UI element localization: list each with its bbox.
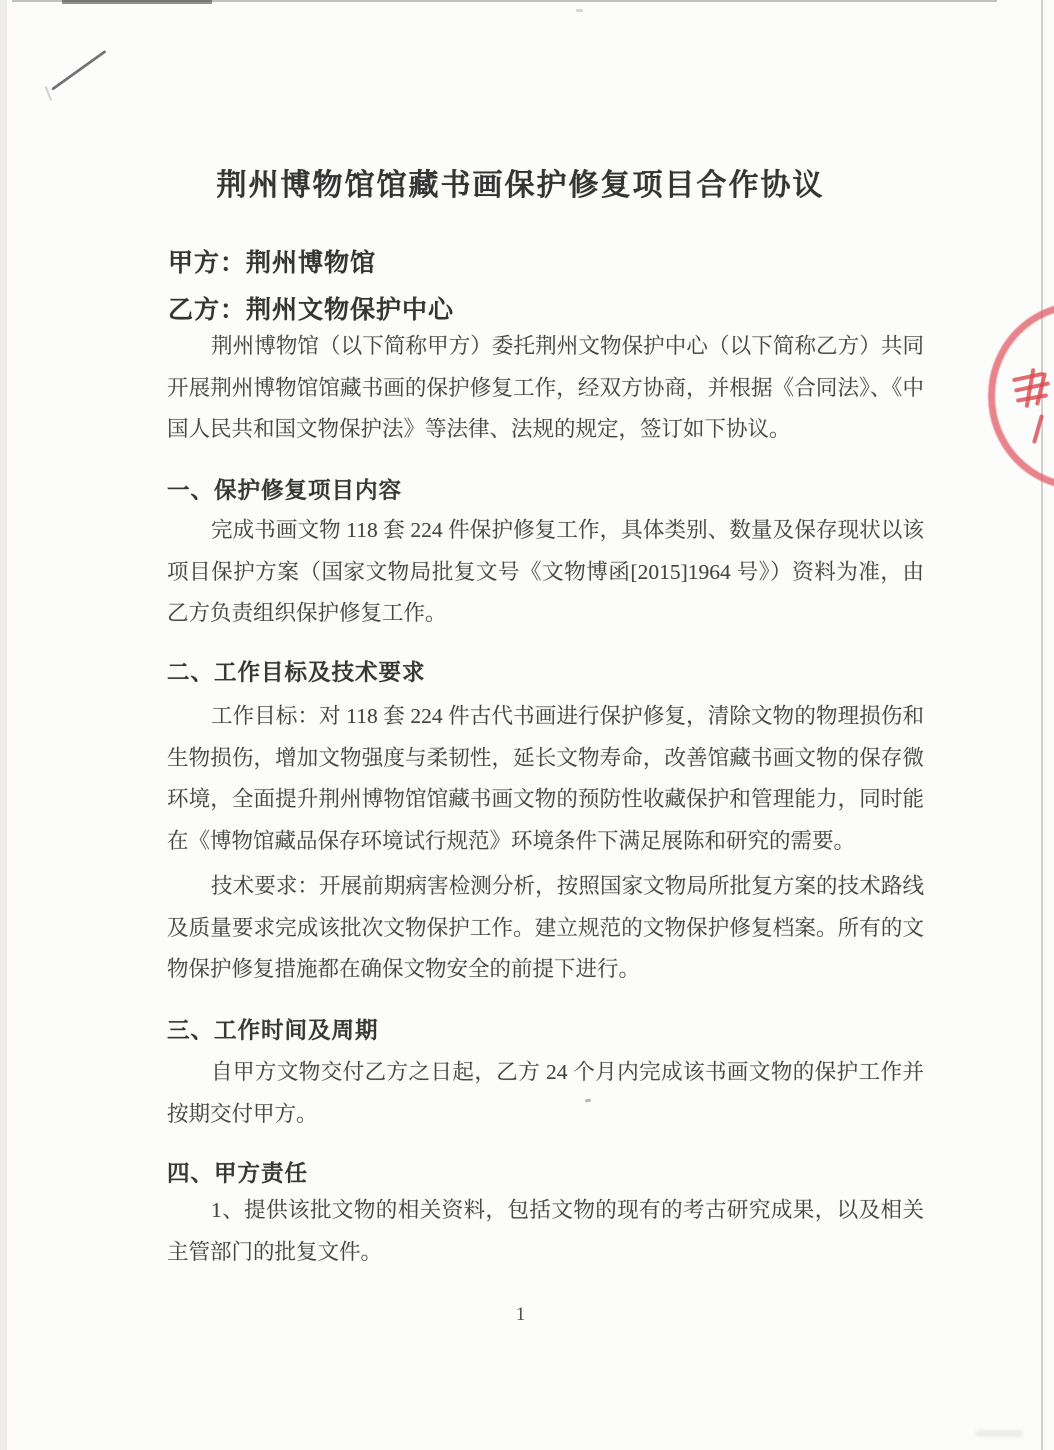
body-line: 按期交付甲方。 — [167, 1101, 318, 1126]
pencil-mark — [51, 50, 106, 91]
body-line: 开展荆州博物馆馆藏书画的保护修复工作，经双方协商，并根据《合同法》、《中 — [167, 375, 924, 400]
body-line: 完成书画文物 118 套 224 件保护修复工作，具体类别、数量及保存现状以该 — [211, 518, 924, 542]
section-1-heading: 一、保护修复项目内容 — [167, 478, 403, 503]
body-line: 荆州博物馆（以下简称甲方）委托荆州文物保护中心（以下简称乙方）共同 — [211, 334, 924, 358]
section-1-paragraph — [167, 510, 924, 635]
body-line: 项目保护方案（国家文物局批复文号《文物博函[2015]1964 号》）资料为准，由 — [167, 559, 924, 584]
section-3-paragraph — [167, 1052, 924, 1135]
body-line: 技术要求：开展前期病害检测分析，按照国家文物局所批复方案的技术路线 — [211, 874, 924, 898]
section-2-paragraph-goals — [167, 696, 924, 862]
top-scan-edge-dark-segment — [62, 0, 212, 4]
body-line: 环境，全面提升荆州博物馆馆藏书画文物的预防性收藏保护和管理能力，同时能 — [167, 787, 924, 811]
body-line: 主管部门的批复文件。 — [167, 1239, 383, 1264]
section-4-heading: 四、甲方责任 — [167, 1161, 309, 1186]
body-line: 自甲方文物交付乙方之日起，乙方 24 个月内完成该书画文物的保护工作并 — [211, 1060, 924, 1084]
ink-speck — [576, 9, 583, 12]
body-line: 物保护修复措施都在确保文物安全的前提下进行。 — [167, 957, 641, 981]
party-a-line: 甲方：荆州博物馆 — [168, 250, 377, 277]
page-edge-line — [1041, 0, 1043, 1450]
left-scan-edge — [0, 0, 7, 1450]
document-title: 荆州博物馆馆藏书画保护修复项目合作协议 — [216, 169, 825, 202]
body-line: 及质量要求完成该批次文物保护工作。建立规范的文物保护修复档案。所有的文 — [167, 915, 924, 940]
page-number: 1 — [515, 1304, 526, 1325]
body-line: 乙方负责组织保护修复工作。 — [167, 601, 447, 625]
section-2-heading: 二、工作目标及技术要求 — [167, 660, 426, 685]
preamble-paragraph — [167, 326, 924, 451]
scan-smudge — [975, 1430, 1023, 1437]
section-3-heading: 三、工作时间及周期 — [167, 1018, 379, 1043]
section-4-paragraph — [167, 1190, 924, 1273]
body-line: 工作目标：对 118 套 224 件古代书画进行保护修复，清除文物的物理损伤和 — [211, 704, 924, 728]
section-2-paragraph-tech — [167, 866, 924, 991]
body-line: 1、提供该批文物的相关资料，包括文物的现有的考古研究成果，以及相关 — [211, 1198, 924, 1222]
body-line: 国人民共和国文物保护法》等法律、法规的规定，签订如下协议。 — [167, 417, 791, 441]
party-b-line: 乙方：荆州文物保护中心 — [168, 297, 455, 324]
body-line: 在《博物馆藏品保存环境试行规范》环境条件下满足展陈和研究的需要。 — [167, 828, 856, 853]
body-line: 生物损伤，增加文物强度与柔韧性，延长文物寿命，改善馆藏书画文物的保存微 — [167, 745, 924, 770]
